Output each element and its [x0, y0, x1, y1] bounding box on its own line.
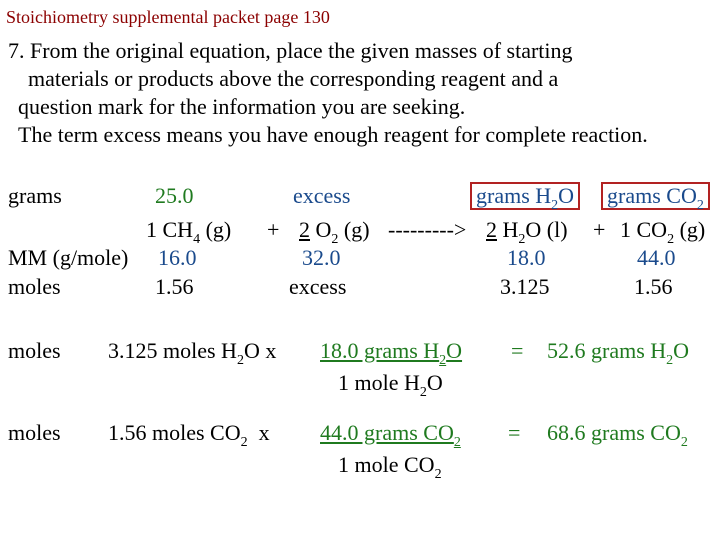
- subscript: 2: [439, 353, 447, 368]
- subscript: 2: [667, 232, 675, 247]
- eq-plus-2: +: [593, 217, 606, 242]
- moles-co2: 1.56: [634, 274, 673, 299]
- grams-label: grams: [8, 183, 62, 208]
- mm-h2o: 18.0: [507, 245, 546, 270]
- eq-co2-text: 1 CO: [620, 217, 668, 242]
- calc1-denominator: [338, 370, 443, 400]
- subscript: 2: [518, 232, 526, 247]
- calc2-equals: =: [508, 420, 521, 445]
- eq-h2o-coef: 2: [486, 217, 497, 242]
- calc2-numerator: [320, 420, 461, 450]
- calc2-den-text: 1 mole CO: [338, 452, 435, 477]
- eq-o2: [299, 217, 370, 247]
- calc1-num-value: 18.0: [320, 338, 359, 363]
- subscript: 2: [240, 435, 248, 450]
- calc1-den-tail: O: [426, 370, 443, 395]
- eq-ch4-text: 1 CH: [146, 217, 194, 242]
- mm-co2: 44.0: [637, 245, 676, 270]
- subscript: 2: [331, 232, 339, 247]
- subscript: 2: [419, 385, 427, 400]
- problem-line-1: 7. From the original equation, place the given masses of starting: [8, 38, 573, 63]
- grams-h2o-text: grams H: [476, 183, 552, 208]
- eq-arrow: --------->: [388, 217, 467, 242]
- eq-co2: [620, 217, 706, 247]
- calc1-equals: =: [511, 338, 524, 363]
- mm-o2: 32.0: [302, 245, 341, 270]
- mm-ch4: 16.0: [158, 245, 197, 270]
- calc2-num-unit: grams CO: [358, 420, 454, 445]
- calc2-given: [108, 420, 270, 450]
- calc2-result-text: 68.6 grams CO: [547, 420, 681, 445]
- calc2-given-text: 1.56 moles CO: [108, 420, 241, 445]
- calc1-label: moles: [8, 338, 61, 363]
- calc2-result: [547, 420, 688, 450]
- subscript: 2: [551, 198, 559, 213]
- moles-h2o: 3.125: [500, 274, 550, 299]
- subscript: 2: [680, 435, 688, 450]
- page-header: Stoichiometry supplemental packet page 130: [6, 7, 330, 27]
- calc1-result: [547, 338, 690, 368]
- grams-h2o-box: [470, 182, 580, 213]
- moles-ch4: 1.56: [155, 274, 194, 299]
- calc2-given-tail: x: [247, 420, 270, 445]
- grams-h2o-o: O: [558, 183, 575, 208]
- calc2-denominator: [338, 452, 442, 482]
- calc1-result-text: 52.6 grams H: [547, 338, 667, 363]
- subscript: 2: [236, 353, 244, 368]
- problem-line-2: materials or products above the corresponding reagent and a: [28, 66, 559, 91]
- calc1-result-tail: O: [673, 338, 690, 363]
- eq-o2-state: (g): [338, 217, 370, 242]
- eq-plus-1: +: [267, 217, 280, 242]
- calc1-given-text: 3.125 moles H: [108, 338, 237, 363]
- eq-o2-coef: 2: [299, 217, 310, 242]
- grams-co2-text: grams CO: [607, 183, 697, 208]
- calc1-given-tail: O x: [243, 338, 277, 363]
- problem-line-3: question mark for the information you are seeking.: [18, 94, 466, 119]
- eq-o2-text: O: [310, 217, 332, 242]
- calc1-num-unit: grams H: [358, 338, 440, 363]
- mm-label: MM (g/mole): [8, 245, 129, 270]
- subscript: 2: [434, 467, 442, 482]
- eq-co2-state: (g): [674, 217, 706, 242]
- eq-h2o-text: H: [497, 217, 519, 242]
- eq-h2o-state: O (l): [525, 217, 568, 242]
- problem-line-4: The term excess means you have enough reagent for complete reaction.: [18, 122, 648, 147]
- eq-h2o: [486, 217, 568, 247]
- calc2-num-value: 44.0: [320, 420, 359, 445]
- subscript: 2: [696, 198, 704, 213]
- calc1-numerator: [320, 338, 463, 368]
- subscript: 4: [193, 232, 201, 247]
- grams-ch4: 25.0: [155, 183, 194, 208]
- subscript: 2: [453, 435, 461, 450]
- calc1-num-tail: O: [446, 338, 463, 363]
- subscript: 2: [666, 353, 674, 368]
- grams-co2-box: [601, 182, 710, 213]
- calc1-den-text: 1 mole H: [338, 370, 420, 395]
- moles-o2: excess: [289, 274, 347, 299]
- eq-ch4: [146, 217, 232, 247]
- grams-o2: excess: [293, 183, 351, 208]
- moles-label: moles: [8, 274, 61, 299]
- eq-ch4-state: (g): [200, 217, 232, 242]
- calc1-given: [108, 338, 277, 368]
- calc2-label: moles: [8, 420, 61, 445]
